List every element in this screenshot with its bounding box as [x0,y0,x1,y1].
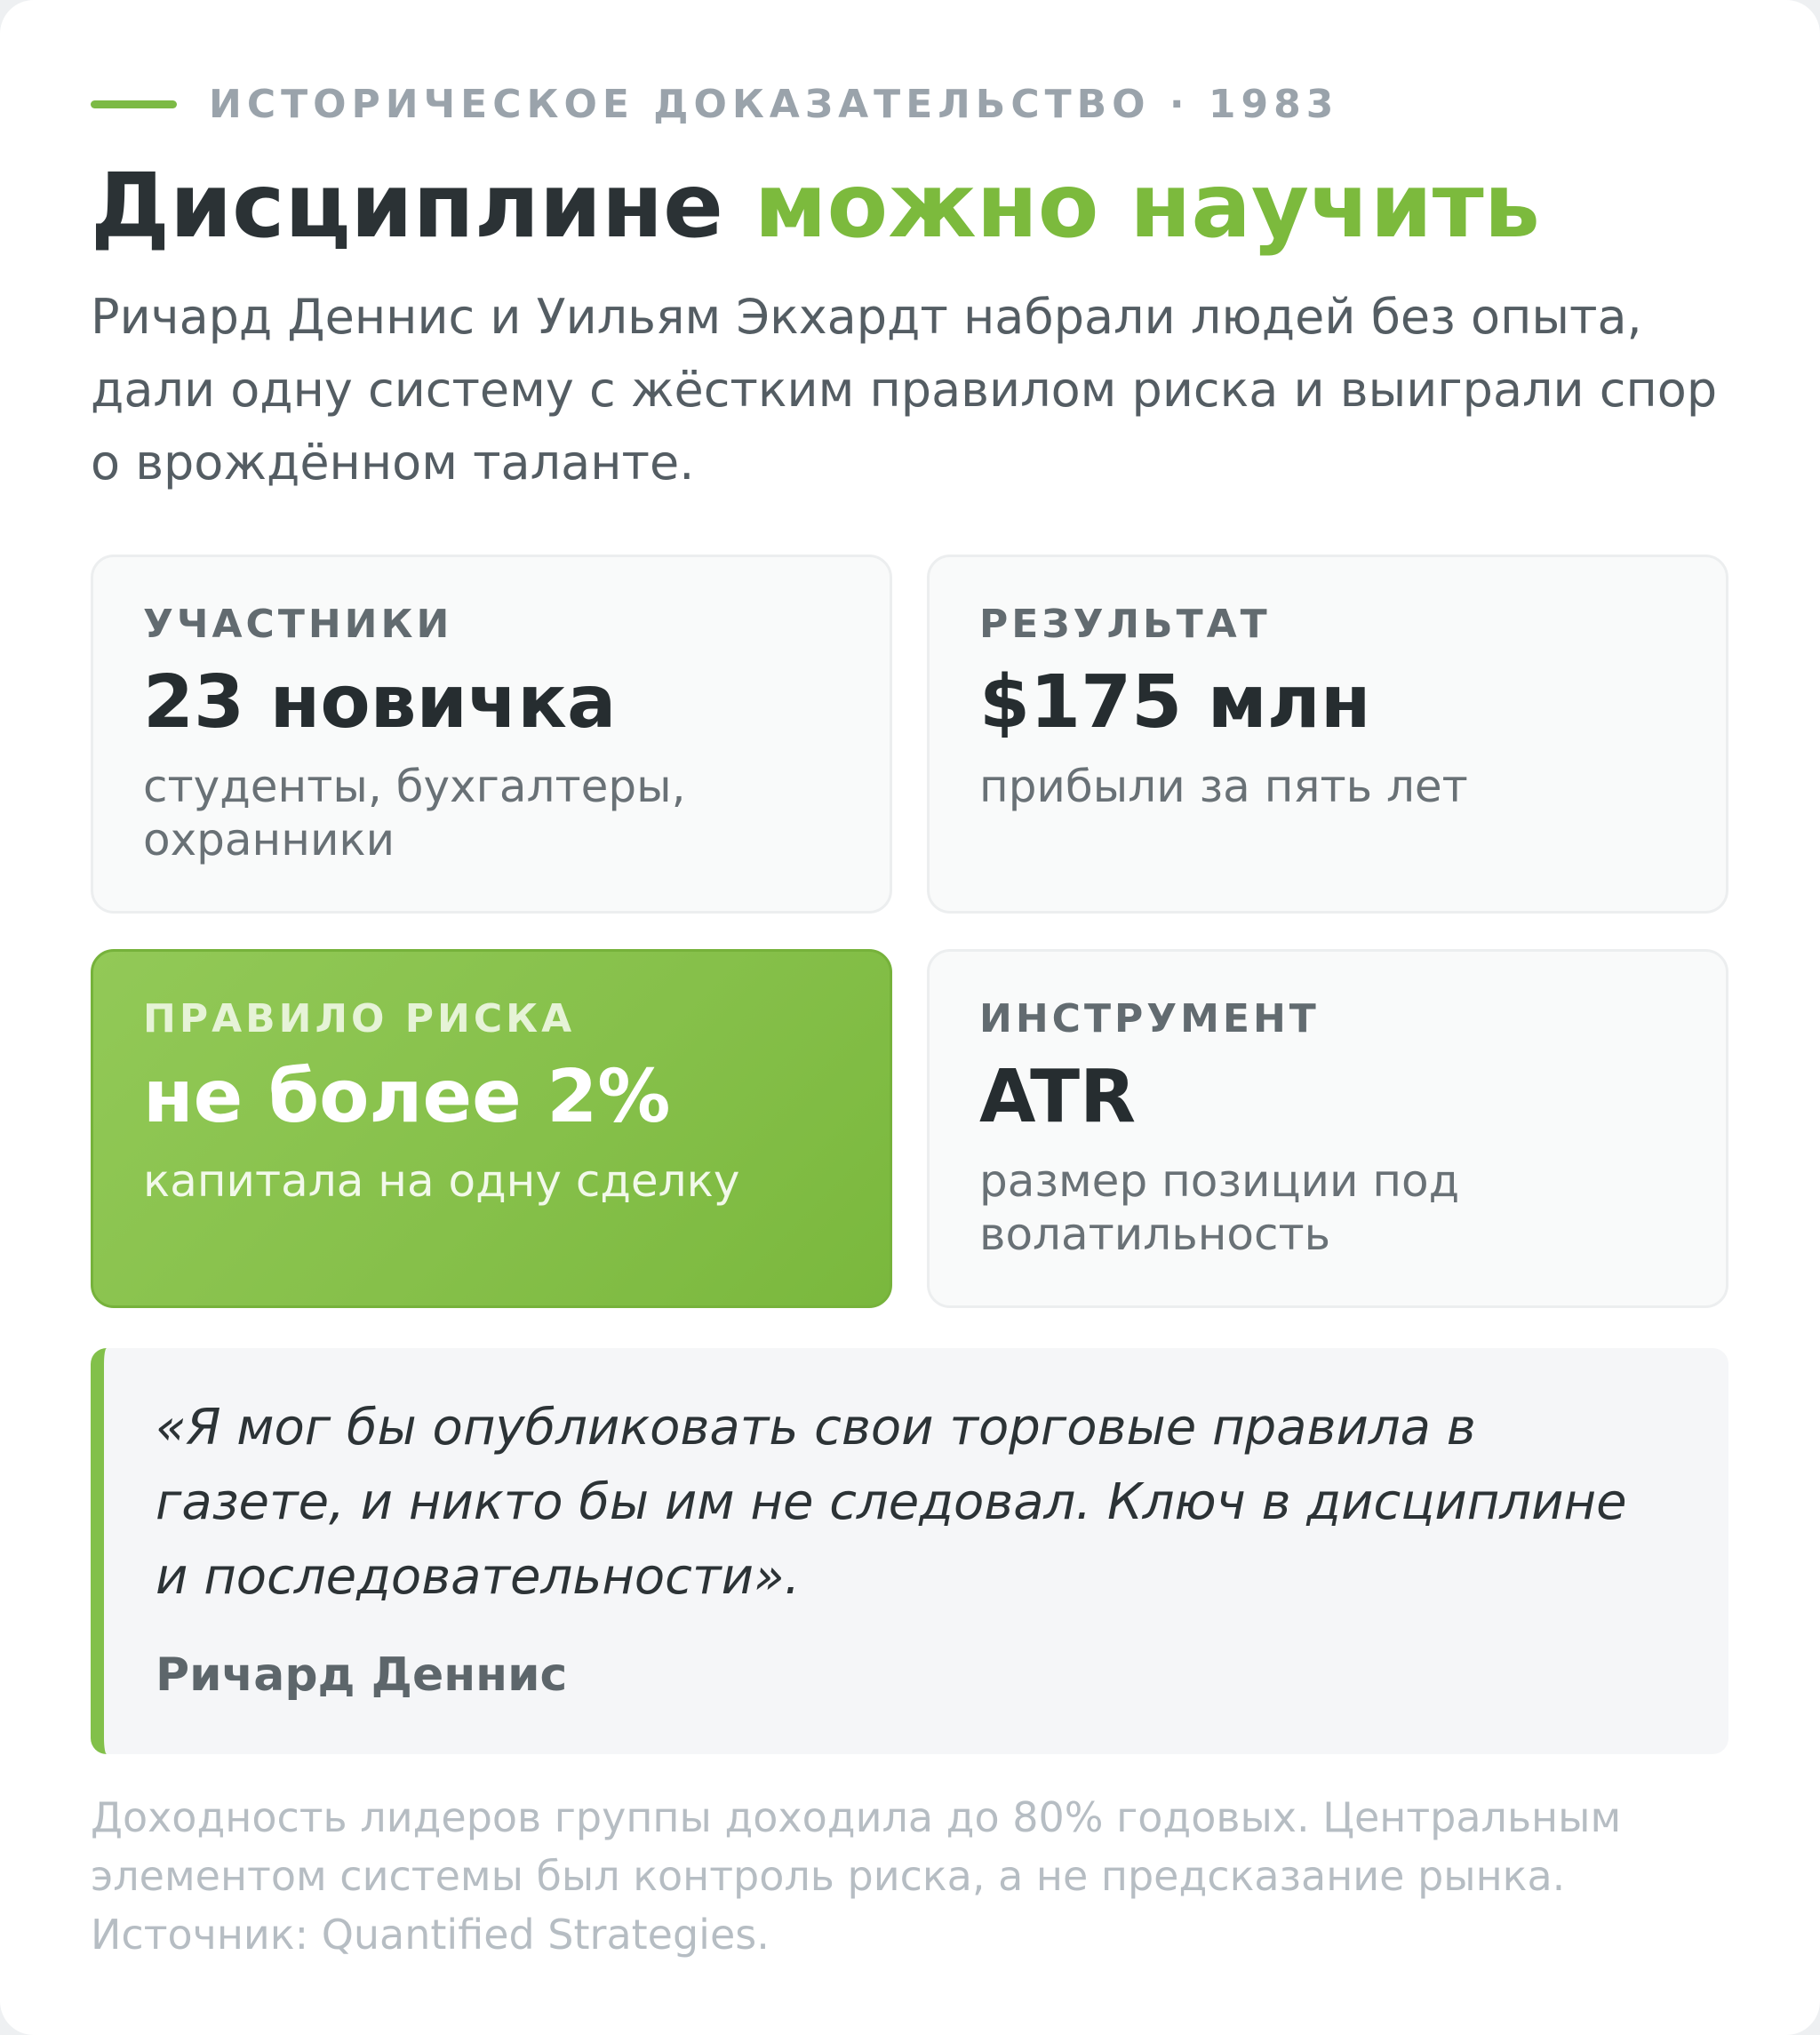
stat-label: ИНСТРУМЕНТ [979,996,1320,1041]
stat-description: прибыли за пять лет [979,761,1468,812]
stat-card-participants [91,555,892,914]
stat-card-risk-rule [91,949,892,1308]
stat-card-instrument [927,949,1728,1308]
title-accent: можно научить [754,154,1540,258]
stat-value: 23 новичка [143,660,617,745]
stat-label: РЕЗУЛЬТАТ [979,602,1271,647]
title-plain: Дисциплине [91,154,723,258]
stat-value: ATR [979,1055,1137,1139]
quote-block [91,1348,1728,1754]
quote-author: Ричард Деннис [156,1648,568,1702]
eyebrow-text: ИСТОРИЧЕСКОЕ ДОКАЗАТЕЛЬСТВО · 1983 [209,81,1339,127]
footnote: Доходность лидеров группы доходила до 80% годовых. Центральным элементом системы был контроль риска, а не предсказание рынка. Источник: Quantified Strategies. [91,1793,1622,1959]
stat-value: не более 2% [143,1055,671,1139]
lead-paragraph: Ричард Деннис и Уильям Экхардт набрали людей без опыта, дали одну систему с жёстким правилом риска и выиграли спор о врождённом таланте. [91,289,1718,491]
page-title [91,149,1540,263]
stat-label: УЧАСТНИКИ [143,602,453,647]
stat-description: капитала на одну сделку [143,1155,740,1207]
stat-description: студенты, бухгалтеры, охранники [143,761,686,866]
eyebrow-accent-bar [91,100,177,108]
stat-description: размер позиции под волатильность [979,1155,1460,1260]
stat-label: ПРАВИЛО РИСКА [143,996,576,1041]
stat-value: $175 млн [979,660,1371,745]
eyebrow [91,78,1338,130]
stat-card-result [927,555,1728,914]
quote-text: «Я мог бы опубликовать свои торговые правила в газете, и никто бы им не следовал. Ключ в дисциплине и последовательности». [156,1399,1627,1606]
